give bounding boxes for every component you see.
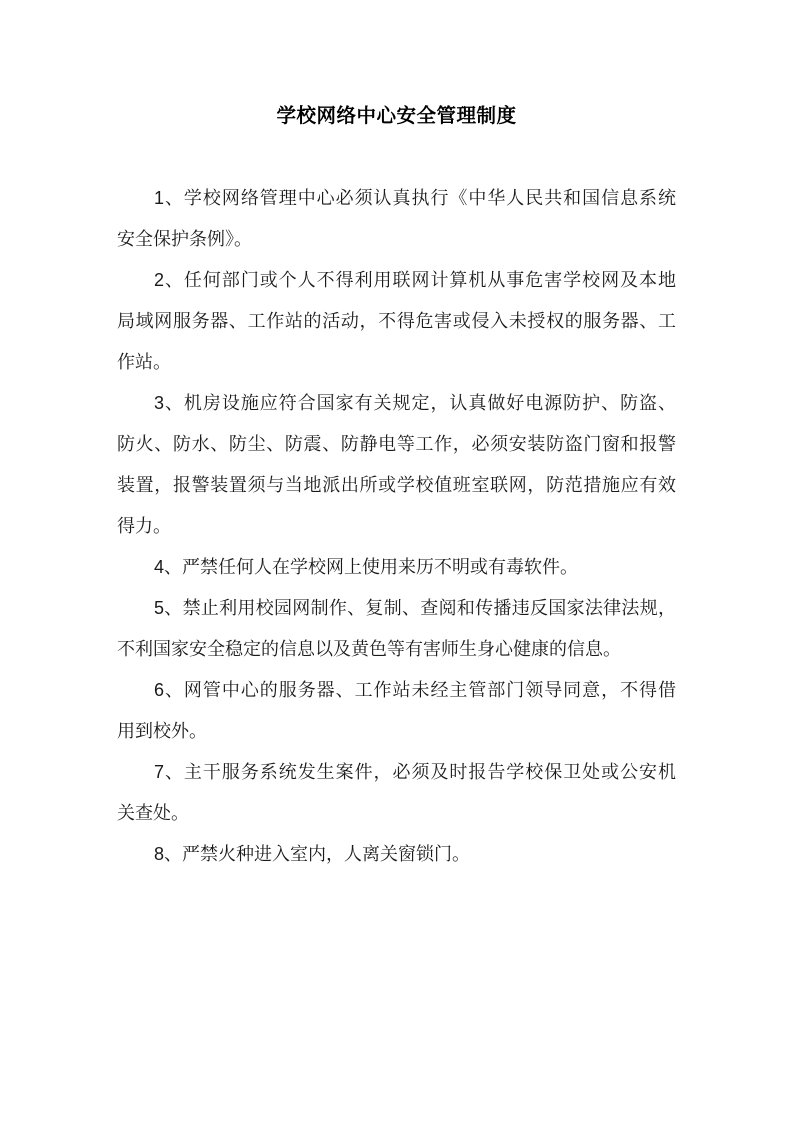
paragraph-line: 6、网管中心的服务器、工作站未经主管部门领导同意，不得借 <box>154 680 676 700</box>
paragraph-line: 局域网服务器、工作站的活动，不得危害或侵入未授权的服务器、工 <box>117 311 676 331</box>
paragraph-line: 3、机房设施应符合国家有关规定，认真做好电源防护、防盗、 <box>154 393 676 413</box>
paragraph-line: 防火、防水、防尘、防震、防静电等工作，必须安装防盗门窗和报警 <box>117 434 676 454</box>
paragraph <box>117 752 676 834</box>
paragraph <box>117 178 676 260</box>
paragraph <box>117 383 676 547</box>
document-title: 学校网络中心安全管理制度 <box>276 105 517 127</box>
paragraph-line: 4、严禁任何人在学校网上使用来历不明或有毒软件。 <box>154 557 579 577</box>
paragraph-line: 7、主干服务系统发生案件，必须及时报告学校保卫处或公安机 <box>154 762 676 782</box>
paragraph-line: 关查处。 <box>117 803 189 823</box>
paragraph-line: 1、学校网络管理中心必须认真执行《中华人民共和国信息系统 <box>154 188 676 208</box>
paragraph <box>117 670 676 752</box>
paragraph-line: 用到校外。 <box>117 721 207 741</box>
paragraph-line: 5、禁止利用校园网制作、复制、查阅和传播违反国家法律法规， <box>154 598 676 618</box>
paragraph-line: 作站。 <box>117 352 171 372</box>
paragraph <box>117 260 676 383</box>
paragraph <box>117 588 676 670</box>
paragraph <box>117 834 676 875</box>
paragraph-line: 装置，报警装置须与当地派出所或学校值班室联网，防范措施应有效 <box>117 475 676 495</box>
paragraph-line: 安全保护条例》。 <box>117 229 252 249</box>
paragraph-line: 8、严禁火种进入室内，人离关窗锁门。 <box>154 844 471 864</box>
paragraph-line: 2、任何部门或个人不得利用联网计算机从事危害学校网及本地 <box>154 270 676 290</box>
paragraph <box>117 547 676 588</box>
paragraph-line: 不利国家安全稳定的信息以及黄色等有害师生身心健康的信息。 <box>117 639 621 659</box>
paragraph-line: 得力。 <box>117 516 171 536</box>
document-body <box>117 178 676 875</box>
